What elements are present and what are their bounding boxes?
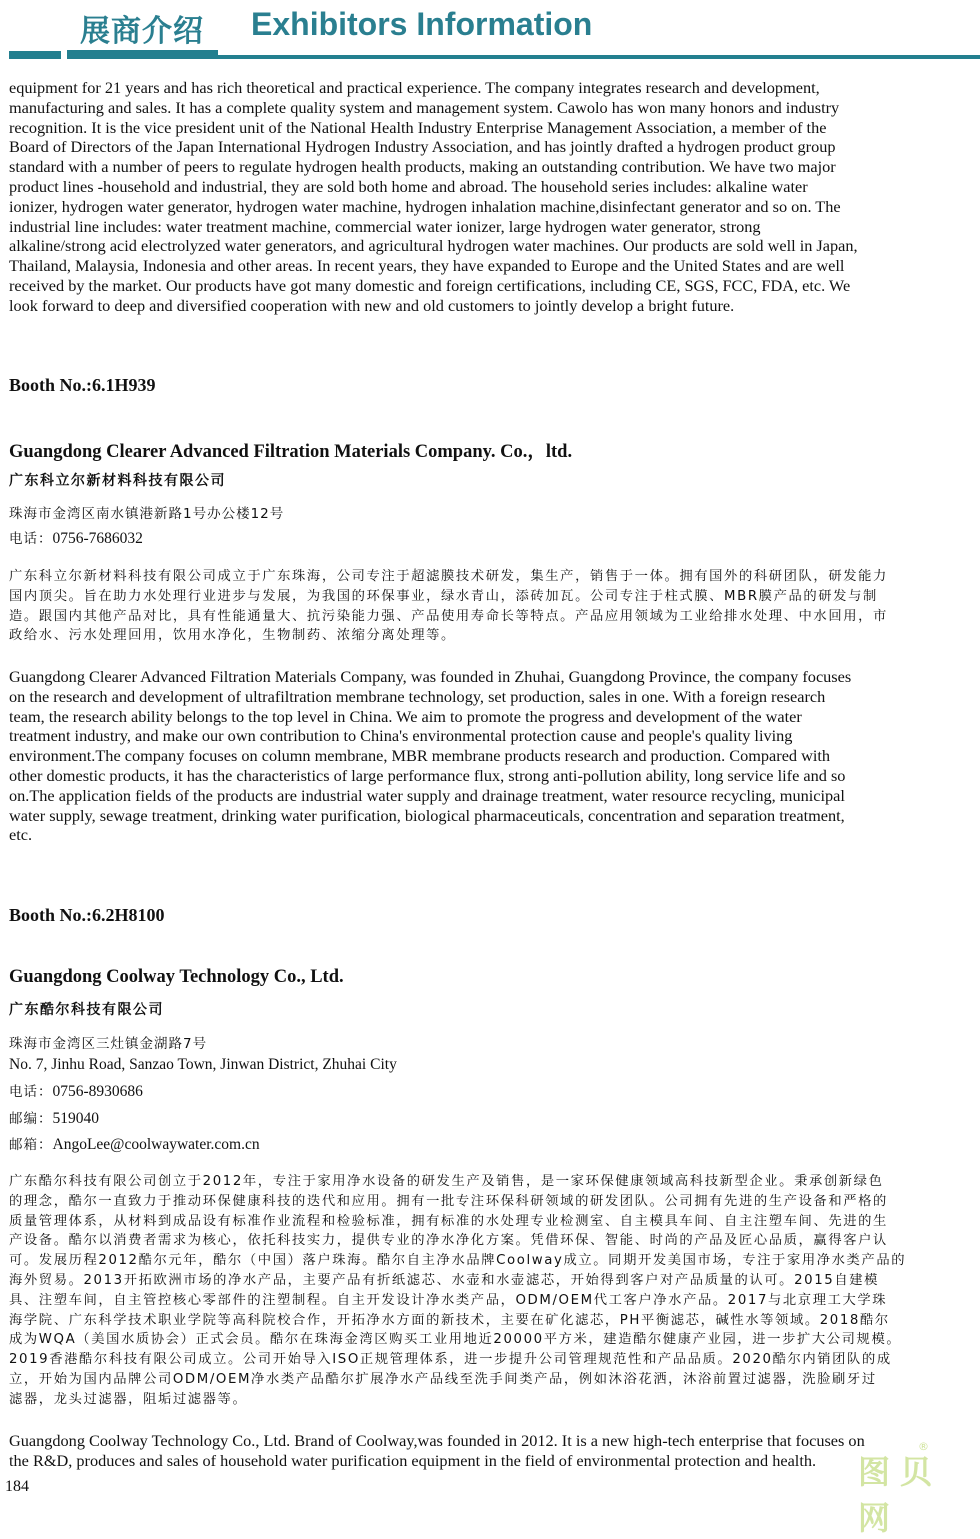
intro-paragraph — [9, 78, 975, 316]
desc-cn-line: 成为WQA（美国水质协会）正式会员。酷尔在珠海金湾区购买工业用地近20000平方米，建造酷尔健康产业园，进一步扩大公司规模。 — [9, 1332, 902, 1348]
phone-label: 电话： — [9, 531, 53, 547]
address-en: No. 7, Jinhu Road, Sanzao Town, Jinwan District, Zhuhai City — [9, 1056, 397, 1073]
intro-line: Board of Directors of the Japan International Hydrogen Industry Association, and has jointly drafted a hydrogen product group — [9, 137, 836, 157]
desc-cn-line: 海学院、广东科学技术职业学院等高科院校合作，开拓净水方面的新技术，主要在矿化滤芯，PH平衡滤芯，碱性水等领域。2018酷尔 — [9, 1312, 890, 1328]
address-cn: 珠海市金湾区南水镇港新路1号办公楼12号 — [9, 506, 285, 522]
desc-en-line: on.The application fields of the products are industrial water supply and drainage treatment, water resource recycling, municipal — [9, 785, 845, 805]
desc-cn-line: 立，开始为国内品牌公司ODM/OEM净水类产品酷尔扩展净水产品线至洗手间类产品，例如沐浴花洒，沐浴前置过滤器，洗脸刷牙过 — [9, 1371, 877, 1387]
page-number: 184 — [5, 1478, 29, 1495]
description-cn — [9, 1172, 975, 1410]
booth-number: Booth No.:6.1H939 — [9, 375, 156, 395]
desc-cn-line: 2019香港酷尔科技有限公司成立。公司开始导入ISO正规管理体系，进一步提升公司管理规范性和产品品质。2020酷尔内销团队的成 — [9, 1352, 892, 1368]
description-en — [9, 667, 975, 845]
intro-line: Thailand, Malaysia, Indonesia and other areas. In recent years, they have expanded to Europe and the United States and are well — [9, 256, 845, 276]
header-rule-thin — [218, 55, 980, 59]
desc-en-line: environment.The company focuses on column membrane, MBR membrane products research and production. Compared with — [9, 746, 831, 766]
postcode — [9, 1107, 99, 1128]
desc-cn-line: 具、注塑车间，自主管控核心零部件的注塑制程。自主开发设计净水类产品，ODM/OEM代工客户净水产品。2017与北京理工大学珠 — [9, 1292, 888, 1308]
desc-en-line: on the research and development of ultrafiltration membrane technology, set production, sales in one. With a foreign research — [9, 686, 826, 706]
description-en — [9, 1431, 975, 1471]
desc-en-line: water supply, sewage treatment, drinking water purification, biological pharmaceuticals, concentration and separation treatment, — [9, 805, 845, 825]
company-name-en: Guangdong Clearer Advanced Filtration Materials Company. Co.，ltd. — [9, 442, 573, 462]
desc-cn-line: 国内顶尖。旨在助力水处理行业进步与发展，为我国的环保事业，绿水青山，添砖加瓦。公司专注于柱式膜、MBR膜产品的研发与制 — [9, 588, 878, 604]
booth-number: Booth No.:6.2H8100 — [9, 905, 165, 925]
desc-cn-line: 造。跟国内其他产品对比，具有性能通量大、抗污染能力强、产品使用寿命长等特点。产品应用领域为工业给排水处理、中水回用，市 — [9, 608, 888, 624]
intro-line: ionizer, hydrogen water generator, hydrogen water machine, hydrogen inhalation machine,disinfectant generator and so on. The — [9, 196, 841, 216]
page-header — [0, 0, 980, 62]
description-cn — [9, 567, 975, 646]
intro-line: standard with a number of peers to regulate hydrogen health products, making an outstanding contribution. We have two major — [9, 157, 836, 177]
desc-en-line: Guangdong Coolway Technology Co., Ltd. Brand of Coolway,was founded in 2012. It is a new high-tech enterprise that focuses on — [9, 1431, 865, 1450]
phone-label: 电话： — [9, 1084, 53, 1100]
phone-value: 0756-7686032 — [52, 530, 143, 547]
email-label: 邮箱： — [9, 1137, 53, 1153]
phone-value: 0756-8930686 — [52, 1083, 143, 1100]
desc-cn-line: 政给水、污水处理回用，饮用水净化，生物制药、浓缩分离处理等。 — [9, 628, 456, 644]
intro-line: received by the market. Our products have got many domestic and foreign certifications, including CE, SGS, FCC, FDA, etc. We — [9, 275, 851, 295]
intro-line: recognition. It is the vice president unit of the National Health Industry Enterprise Management Association, a member of the — [9, 117, 827, 137]
desc-cn-line: 可。发展历程2012酷尔元年，酷尔（中国）落户珠海。酷尔自主净水品牌Coolway成立。同期开发美国市场，专注于家用净水类产品的 — [9, 1253, 907, 1269]
postcode-value: 519040 — [52, 1110, 99, 1127]
email-value[interactable]: AngoLee@coolwaywater.com.cn — [52, 1136, 260, 1153]
watermark-logo: 图贝网 — [858, 1453, 943, 1537]
company-name-cn: 广东科立尔新材料科技有限公司 — [9, 473, 226, 489]
email — [9, 1133, 260, 1154]
desc-en-line: Guangdong Clearer Advanced Filtration Materials Company, was founded in Zhuhai, Guangdong Province, the company focuses — [9, 667, 852, 686]
intro-line: equipment for 21 years and has rich theoretical and practical experience. The company integrates research and development, — [9, 78, 820, 97]
intro-line: product lines -household and industrial, they are sold both home and abroad. The household series includes: alkaline water — [9, 176, 808, 196]
registered-mark-icon: ® — [918, 1440, 929, 1453]
header-title-cn: 展商介绍 — [80, 14, 204, 49]
desc-cn-line: 滤器，龙头过滤器，阻垢过滤器等。 — [9, 1391, 248, 1407]
desc-en-line: other domestic products, it has the characteristics of large performance flux, strong anti-pollution ability, long service life and so — [9, 765, 846, 785]
desc-cn-line: 的理念，酷尔一直致力于推动环保健康科技的迭代和应用。拥有一批专注环保科研领域的研发团队。公司拥有先进的生产设备和严格的 — [9, 1193, 888, 1209]
desc-en-line: the R&D, produces and sales of household water purification equipment in the field of environmental protection and health. — [9, 1450, 817, 1470]
desc-cn-line: 广东科立尔新材料科技有限公司成立于广东珠海，公司专注于超滤膜技术研发，集生产，销售于一体。拥有国外的科研团队，研发能力 — [9, 569, 888, 584]
desc-en-line: team, the research ability belongs to the top level in China. We aim to promote the progress and development of the water — [9, 706, 802, 726]
desc-en-line: treatment industry, and make our own contribution to China's environmental protection cause and people's quality living — [9, 726, 793, 746]
desc-cn-line: 广东酷尔科技有限公司创立于2012年，专注于家用净水设备的研发生产及销售，是一家环保健康领域高科技新型企业。秉承创新绿色 — [9, 1174, 884, 1189]
desc-cn-line: 产设备。酷尔以消费者需求为核心，依托科技实力，提供专业的净水净化方案。凭借环保、智能、时尚的产品及匠心品质，赢得客户认 — [9, 1233, 888, 1249]
desc-en-line: etc. — [9, 825, 33, 845]
phone — [9, 1080, 143, 1101]
phone — [9, 527, 143, 548]
intro-line: alkaline/strong acid electrolyzed water generators, and agricultural hydrogen water machines. Our products are sold well in Japan, — [9, 236, 858, 256]
postcode-label: 邮编： — [9, 1111, 53, 1127]
company-name-cn: 广东酷尔科技有限公司 — [9, 1002, 164, 1018]
address-cn: 珠海市金湾区三灶镇金湖路7号 — [9, 1036, 208, 1052]
header-title-en: Exhibitors Information — [251, 6, 593, 42]
header-rule-thick — [67, 50, 218, 59]
desc-cn-line: 海外贸易。2013开拓欧洲市场的净水产品，主要产品有折纸滤芯、水壶和水壶滤芯，开始得到客户对产品质量的认可。2015自建模 — [9, 1272, 880, 1288]
company-name-en: Guangdong Coolway Technology Co., Ltd. — [9, 967, 344, 987]
intro-line: look forward to deep and diversified cooperation with new and old customers to jointly develop a bright future. — [9, 295, 735, 315]
desc-cn-line: 质量管理体系，从材料到成品设有标准作业流程和检验标准，拥有标准的水处理专业检测室、自主模具车间、自主注塑车间、先进的生 — [9, 1213, 888, 1229]
intro-line: industrial line includes: water treatment machine, commercial water ionizer, large hydrogen water generator, strong — [9, 216, 761, 236]
header-rule-short — [9, 51, 61, 59]
intro-line: manufacturing and sales. It has a complete quality system and management system. Cawolo has won many honors and industry — [9, 97, 840, 117]
